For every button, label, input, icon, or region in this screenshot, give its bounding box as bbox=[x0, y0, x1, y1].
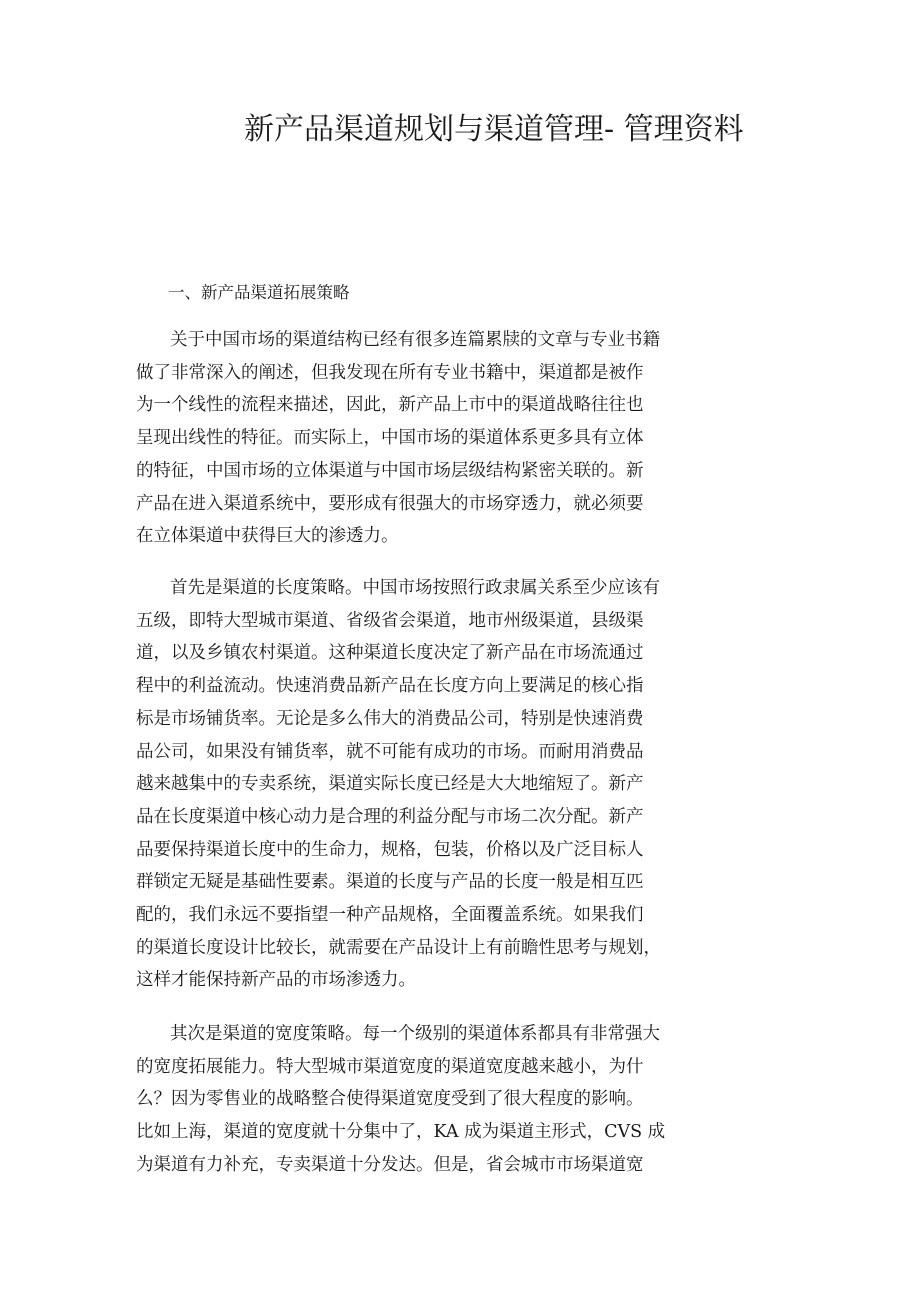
paragraph-line: 在立体渠道中获得巨大的渗透力。 bbox=[136, 526, 399, 547]
paragraph-line: 品在长度渠道中核心动力是合理的利益分配与市场二次分配。新产 bbox=[136, 806, 644, 827]
paragraph-2 bbox=[136, 572, 696, 997]
paragraph-line: 呈现出线性的特征。而实际上，中国市场的渠道体系更多具有立体 bbox=[136, 428, 644, 449]
paragraph-line: 其次是渠道的宽度策略。每一个级别的渠道体系都具有非常强大 bbox=[170, 1024, 660, 1044]
paragraph-line: 群锁定无疑是基础性要素。渠道的长度与产品的长度一般是相互匹 bbox=[136, 872, 644, 893]
paragraph-line: 产品在进入渠道系统中，要形成有很强大的市场穿透力，就必须要 bbox=[136, 493, 644, 514]
paragraph-line: 配的，我们永远不要指望一种产品规格，全面覆盖系统。如果我们 bbox=[136, 905, 644, 926]
paragraph-line: 品公司，如果没有铺货率，就不可能有成功的市场。而耐用消费品 bbox=[136, 741, 644, 762]
paragraph-line: 做了非常深入的阐述，但我发现在所有专业书籍中，渠道都是被作 bbox=[136, 362, 644, 383]
document-title: 新产品渠道规划与渠道管理- 管理资料 bbox=[244, 112, 744, 147]
paragraph-line: 道，以及乡镇农村渠道。这种渠道长度决定了新产品在市场流通过 bbox=[136, 643, 644, 664]
paragraph-line: 关于中国市场的渠道结构已经有很多连篇累牍的文章与专业书籍 bbox=[170, 330, 660, 350]
paragraph-line: 这样才能保持新产品的市场渗透力。 bbox=[136, 970, 416, 991]
paragraph-line: 的特征，中国市场的立体渠道与中国市场层级结构紧密关联的。新 bbox=[136, 460, 644, 481]
paragraph-line: 首先是渠道的长度策略。中国市场按照行政隶属关系至少应该有 bbox=[170, 578, 660, 598]
section-heading: 一、新产品渠道拓展策略 bbox=[168, 283, 350, 302]
paragraph-line: 品要保持渠道长度中的生命力，规格，包装，价格以及广泛目标人 bbox=[136, 839, 644, 860]
paragraph-line: 越来越集中的专卖系统，渠道实际长度已经是大大地缩短了。新产 bbox=[136, 774, 644, 795]
paragraph-line: 么？因为零售业的战略整合使得渠道宽度受到了很大程度的影响。 bbox=[136, 1089, 644, 1110]
paragraph-line: 标是市场铺货率。无论是多么伟大的消费品公司，特别是快速消费 bbox=[136, 708, 644, 729]
paragraph-line: 的渠道长度设计比较长，就需要在产品设计上有前瞻性思考与规划， bbox=[136, 937, 661, 958]
paragraph-line: 程中的利益流动。快速消费品新产品在长度方向上要满足的核心指 bbox=[136, 676, 644, 697]
paragraph-line: 为一个线性的流程来描述，因此，新产品上市中的渠道战略往往也 bbox=[136, 395, 644, 416]
paragraph-line: 五级，即特大型城市渠道、省级省会渠道，地市州级渠道，县级渠 bbox=[136, 610, 644, 631]
paragraph-line: 比如上海，渠道的宽度就十分集中了，KA 成为渠道主形式，CVS 成 bbox=[136, 1122, 666, 1143]
paragraph-3 bbox=[136, 1018, 696, 1182]
paragraph-1 bbox=[136, 324, 696, 553]
paragraph-line: 的宽度拓展能力。特大型城市渠道宽度的渠道宽度越来越小，为什 bbox=[136, 1056, 644, 1077]
paragraph-line: 为渠道有力补充，专卖渠道十分发达。但是，省会城市市场渠道宽 bbox=[136, 1154, 644, 1175]
